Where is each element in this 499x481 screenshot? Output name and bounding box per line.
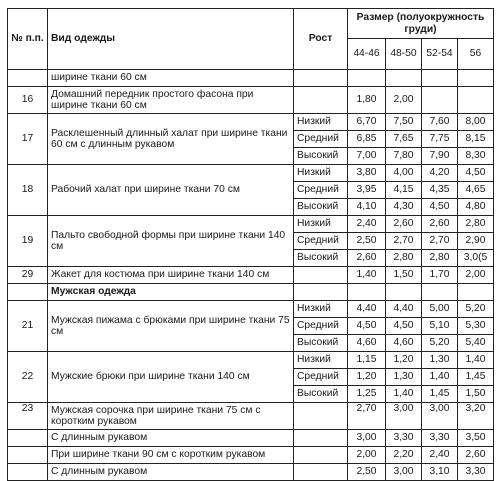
cell-value: 3,30: [458, 464, 494, 481]
cell-value: [422, 87, 458, 114]
cell-height: Высокий: [294, 386, 348, 403]
cell-item: С длинным рукавом: [48, 464, 294, 481]
cell-item: Рабочий халат при ширине ткани 70 см: [48, 165, 294, 216]
cell-height: Средний: [294, 233, 348, 250]
cell-value: 2,50: [348, 233, 386, 250]
cell-item: Пальто свободной формы при ширине ткани 140 см: [48, 216, 294, 267]
cell-value: 8,30: [458, 148, 494, 165]
cell-value: 2,70: [386, 233, 422, 250]
cell-value: 4,30: [386, 199, 422, 216]
cell-value: 2,60: [348, 250, 386, 267]
header-num: № п.п.: [8, 9, 48, 70]
cell-value: 4,50: [348, 318, 386, 335]
header-size-44-46: 44-46: [348, 39, 386, 70]
header-size-56: 56: [458, 39, 494, 70]
cell-value: 3,00: [386, 403, 422, 430]
cell-value: 4,60: [386, 335, 422, 352]
cell-value: 1,30: [422, 352, 458, 369]
cell-value: 2,00: [348, 447, 386, 464]
cell-height: Высокий: [294, 199, 348, 216]
cell-height: Высокий: [294, 250, 348, 267]
cell-value: 1,40: [422, 369, 458, 386]
cell-value: 1,70: [422, 267, 458, 284]
cell-value: 2,20: [386, 447, 422, 464]
cell-value: 2,60: [422, 216, 458, 233]
table-row: [8, 216, 494, 233]
cell-value: 1,30: [386, 369, 422, 386]
cell-item: Мужская сорочка при ширине ткани 75 см с коротким рукавом: [48, 403, 294, 430]
cell-value: 4,50: [386, 318, 422, 335]
cell-item: При ширине ткани 90 см с коротким рукавом: [48, 447, 294, 464]
cell-item: С длинным рукавом: [48, 430, 294, 447]
cell-value: 8,00: [458, 114, 494, 131]
cell-item: Расклешенный длинный халат при ширине ткани 60 см с длинным рукавом: [48, 114, 294, 165]
header-item: Вид одежды: [48, 9, 294, 70]
cell-value: 1,45: [458, 369, 494, 386]
cell-height: Низкий: [294, 165, 348, 182]
cell-value: 4,35: [422, 182, 458, 199]
cell-value: 2,80: [386, 250, 422, 267]
cell-item: ширине ткани 60 см: [48, 70, 294, 87]
cell-value: 2,00: [386, 87, 422, 114]
table-row: [8, 464, 494, 481]
cell-value: 7,90: [422, 148, 458, 165]
header-size-52-54: 52-54: [422, 39, 458, 70]
cell-value: 4,80: [458, 199, 494, 216]
cell-value: 3,00: [386, 464, 422, 481]
cell-value: 1,80: [348, 87, 386, 114]
cell-value: 1,50: [386, 267, 422, 284]
cell-num: 29: [8, 267, 48, 284]
cell-height: Высокий: [294, 335, 348, 352]
cell-value: 2,90: [458, 233, 494, 250]
cell-value: 7,75: [422, 131, 458, 148]
cell-value: 1,40: [458, 352, 494, 369]
cell-value: 5,30: [458, 318, 494, 335]
cell-value: 2,00: [458, 267, 494, 284]
table-row: [8, 430, 494, 447]
cell-num: 17: [8, 114, 48, 165]
cell-value: 3,0(5: [458, 250, 494, 267]
cell-value: 5,20: [422, 335, 458, 352]
cell-height: Высокий: [294, 148, 348, 165]
cell-value: 6,70: [348, 114, 386, 131]
table-row: [8, 352, 494, 369]
cell-height: Средний: [294, 131, 348, 148]
cell-value: 1,20: [348, 369, 386, 386]
cell-item: Домашний передник простого фасона при ширине ткани 60 см: [48, 87, 294, 114]
cell-value: 4,00: [386, 165, 422, 182]
cell-height: Средний: [294, 318, 348, 335]
cell-value: 2,60: [458, 447, 494, 464]
fabric-consumption-table: [7, 8, 494, 481]
cell-value: 4,10: [348, 199, 386, 216]
cell-height: Низкий: [294, 216, 348, 233]
section-row: [8, 284, 494, 301]
section-title: Мужская одежда: [48, 284, 294, 301]
cell-num: 16: [8, 87, 48, 114]
header-height: Рост: [294, 9, 348, 70]
table-row: [8, 87, 494, 114]
cell-height: Низкий: [294, 352, 348, 369]
cell-value: 1,20: [386, 352, 422, 369]
cell-num: 23: [8, 403, 48, 430]
cell-value: 3,10: [422, 464, 458, 481]
cell-value: 1,25: [348, 386, 386, 403]
cell-item: Мужские брюки при ширине ткани 140 см: [48, 352, 294, 403]
cell-value: 6,85: [348, 131, 386, 148]
cell-value: 2,50: [348, 464, 386, 481]
cell-value: 4,40: [348, 301, 386, 318]
cell-value: 4,40: [386, 301, 422, 318]
cell-num: 18: [8, 165, 48, 216]
cell-value: 7,50: [386, 114, 422, 131]
cell-value: 7,65: [386, 131, 422, 148]
table-row: [8, 301, 494, 318]
cell-item: Жакет для костюма при ширине ткани 140 см: [48, 267, 294, 284]
cell-value: 3,30: [386, 430, 422, 447]
cell-value: 7,60: [422, 114, 458, 131]
cell-value: 8,15: [458, 131, 494, 148]
cell-value: 3,80: [348, 165, 386, 182]
cell-item: Мужская пижама с брюками при ширине ткани 75 см: [48, 301, 294, 352]
cell-value: 4,60: [348, 335, 386, 352]
cell-value: 1,45: [422, 386, 458, 403]
cell-value: 5,00: [422, 301, 458, 318]
cell-value: 3,20: [458, 403, 494, 430]
cell-height: Средний: [294, 182, 348, 199]
cell-value: 3,50: [458, 430, 494, 447]
cell-value: 2,40: [422, 447, 458, 464]
cell-value: 2,70: [422, 233, 458, 250]
cell-value: 3,30: [422, 430, 458, 447]
cell-num: 21: [8, 301, 48, 352]
cell-value: 2,80: [458, 216, 494, 233]
cell-value: 3,00: [422, 403, 458, 430]
cell-num: 19: [8, 216, 48, 267]
cell-value: 2,70: [348, 403, 386, 430]
table-row: [8, 447, 494, 464]
cell-value: 5,20: [458, 301, 494, 318]
table-row: [8, 267, 494, 284]
cell-value: 2,80: [422, 250, 458, 267]
clothing-fabric-table-page: [7, 8, 494, 481]
cell-value: 3,00: [348, 430, 386, 447]
cell-num: 22: [8, 352, 48, 403]
cell-height: Средний: [294, 369, 348, 386]
table-row: [8, 165, 494, 182]
cell-value: 1,15: [348, 352, 386, 369]
header-size-48-50: 48-50: [386, 39, 422, 70]
cell-value: 4,65: [458, 182, 494, 199]
cell-value: 5,40: [458, 335, 494, 352]
cell-value: 1,50: [458, 386, 494, 403]
cell-value: 3,95: [348, 182, 386, 199]
cell-value: 5,10: [422, 318, 458, 335]
table-row: [8, 70, 494, 87]
cell-value: 4,15: [386, 182, 422, 199]
cell-value: 1,40: [348, 267, 386, 284]
cell-value: 2,60: [386, 216, 422, 233]
cell-value: [458, 87, 494, 114]
table-row: [8, 403, 494, 430]
cell-height: Низкий: [294, 114, 348, 131]
cell-value: 4,20: [422, 165, 458, 182]
cell-value: 2,40: [348, 216, 386, 233]
cell-value: 7,80: [386, 148, 422, 165]
header-size-group: Размер (полуокружность груди): [348, 9, 494, 39]
cell-height: Низкий: [294, 301, 348, 318]
cell-num: [8, 70, 48, 87]
cell-value: 7,00: [348, 148, 386, 165]
table-row: [8, 114, 494, 131]
cell-value: 4,50: [422, 199, 458, 216]
cell-value: 4,50: [458, 165, 494, 182]
cell-value: 1,40: [386, 386, 422, 403]
